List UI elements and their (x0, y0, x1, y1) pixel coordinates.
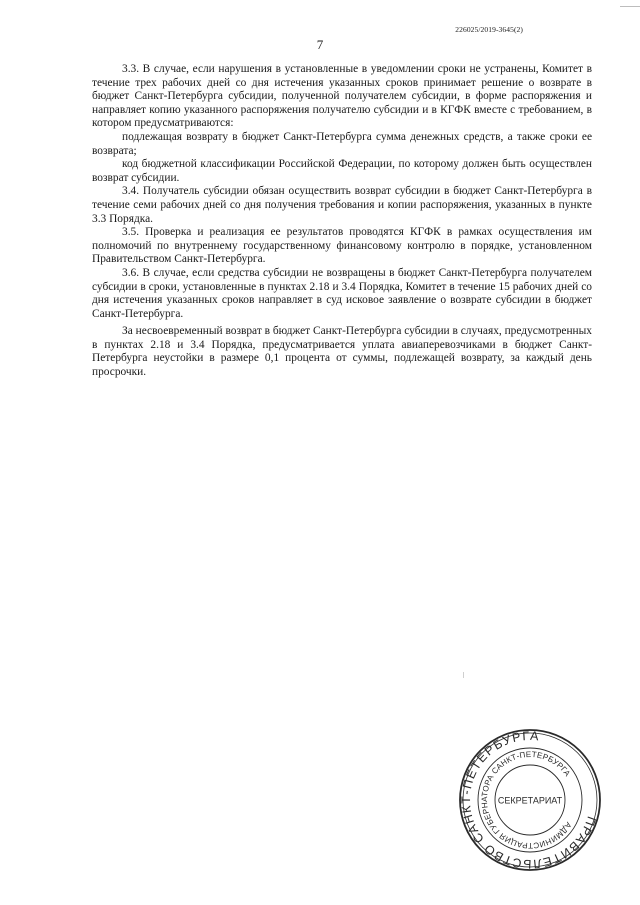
paragraph-refund-amount: подлежащая возврату в бюджет Санкт-Петербурга сумма денежных средств, а также сроки ее возврата; (92, 130, 592, 157)
paragraph-3-6: 3.6. В случае, если средства субсидии не возвращены в бюджет Санкт-Петербурга получателем субсидии в сроки, установленные в пунктах 2.18 и 3.4 Порядка, Комитет в течение 15 рабочих дней со дня истечения указанных сроков направляет в суд исковое заявление о возврате субсидии в бюджет Санкт-Петербурга. (92, 266, 592, 320)
stamp-inner-text: АДМИНИСТРАЦИЯ ГУБЕРНАТОРА САНКТ-ПЕТЕРБУРГА (479, 749, 574, 851)
paragraph-3-5: 3.5. Проверка и реализация ее результатов проводятся КГФК в рамках осуществления им полномочий по внутреннему государственному финансовому контролю в порядке, установленном Правительством Санкт-Петербурга. (92, 226, 592, 266)
page-number: 7 (316, 37, 324, 52)
official-stamp (458, 728, 602, 872)
stamp-center-text: СЕКРЕТАРИАТ (497, 795, 563, 806)
document-number: 226025/2019-3645(2) (455, 25, 523, 34)
scan-speck (463, 672, 464, 678)
stamp-outer-text: ПРАВИТЕЛЬСТВО САНКТ-ПЕТЕРБУРГА (458, 728, 599, 872)
scan-edge-mark (620, 6, 640, 7)
document-body (92, 63, 592, 380)
paragraph-3-4: 3.4. Получатель субсидии обязан осуществить возврат субсидии в бюджет Санкт-Петербурга в течение семи рабочих дней со дня получения требования и копии распоряжения, указанных в пункте 3.3 Порядка. (92, 185, 592, 225)
paragraph-3-3: 3.3. В случае, если нарушения в установленные в уведомлении сроки не устранены, Комитет в течение трех рабочих дней со дня истечения указанных сроков принимает решение о возврате в бюджет Санкт-Петербурга субсидии, полученной получателем субсидии, в форме распоряжения и направляет копию указанного распоряжения получателю субсидии и в КГФК вместе с требованием, в котором предусматриваются: (92, 63, 592, 130)
paragraph-penalty: За несвоевременный возврат в бюджет Санкт-Петербурга субсидии в случаях, предусмотренных в пунктах 2.18 и 3.4 Порядка, предусматривается уплата авиаперевозчиками в бюджет Санкт-Петербурга неустойки в размере 0,1 процента от суммы, подлежащей возврату, за каждый день просрочки. (92, 325, 592, 379)
paragraph-budget-code: код бюджетной классификации Российской Федерации, по которому должен быть осуществлен возврат субсидии. (92, 158, 592, 184)
